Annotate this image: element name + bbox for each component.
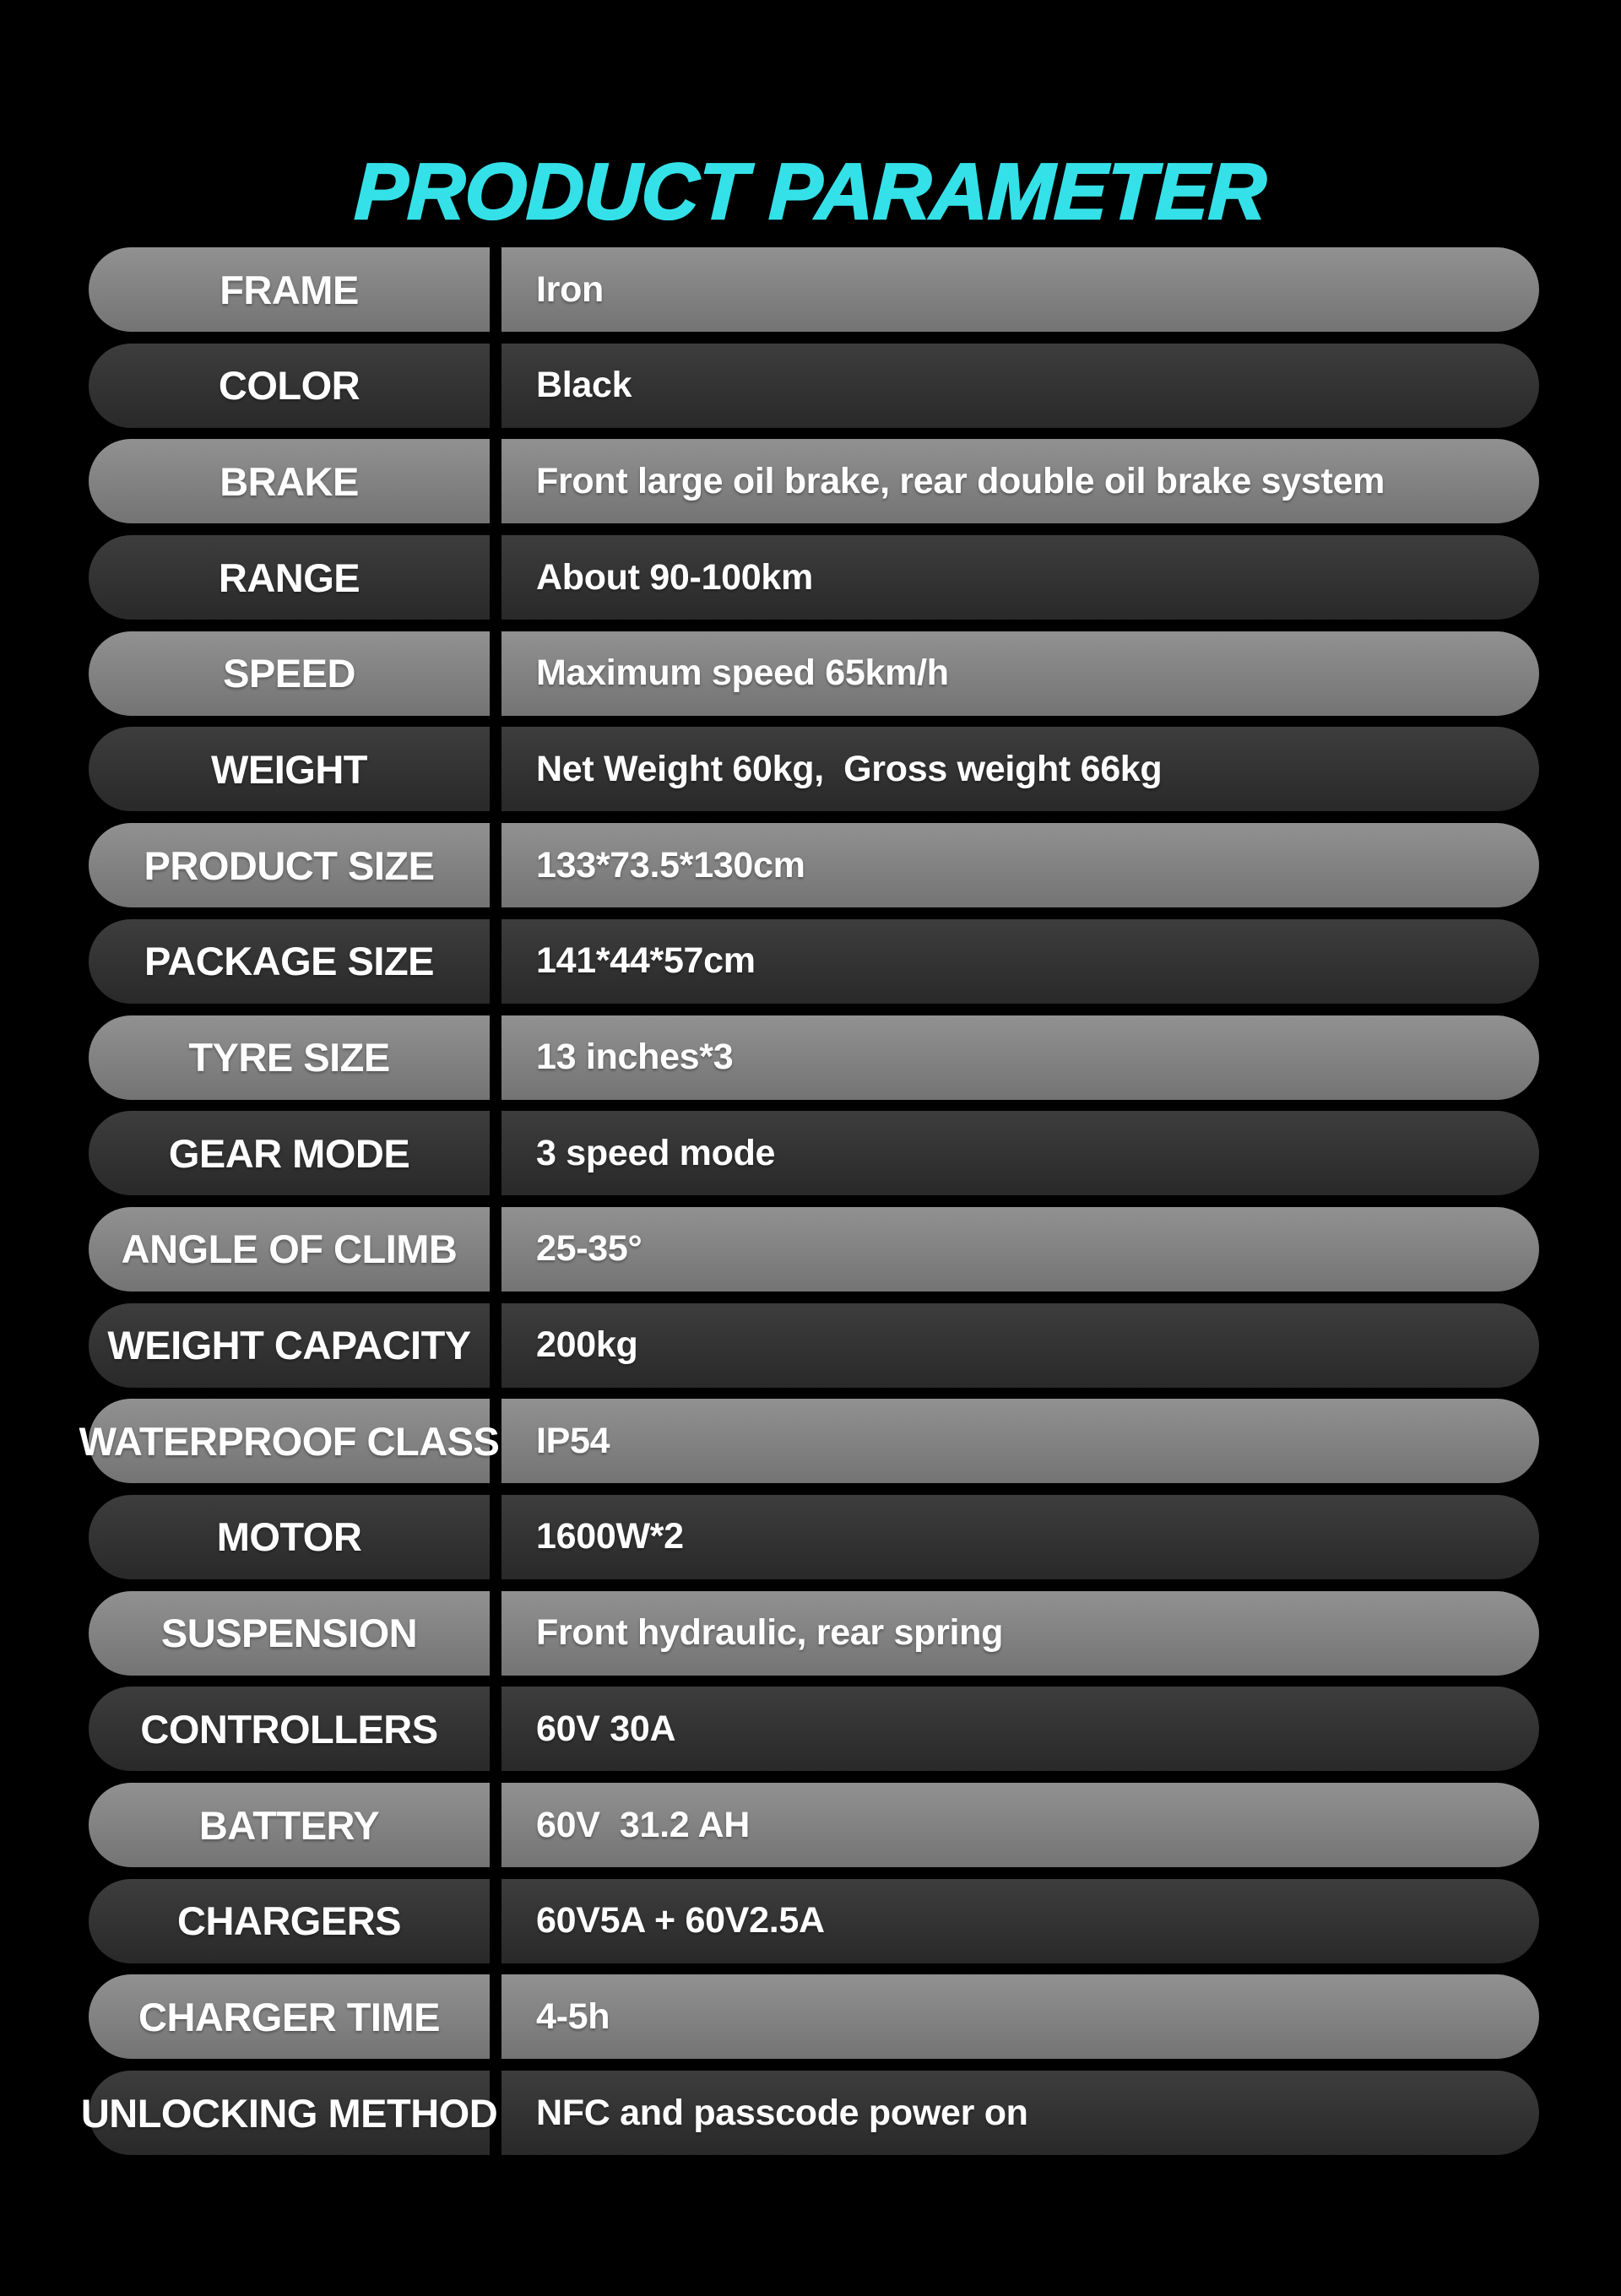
- row-value: Front hydraulic, rear spring: [536, 1612, 1004, 1654]
- spec-table: [79, 247, 1539, 2155]
- row-label: COLOR: [218, 363, 361, 409]
- row-label: ANGLE OF CLIMB: [121, 1227, 458, 1272]
- row-value-cell: [501, 1879, 1539, 1963]
- row-label: FRAME: [220, 267, 359, 312]
- row-value-cell: [501, 1111, 1539, 1195]
- row-label: WEIGHT CAPACITY: [107, 1323, 471, 1368]
- row-label-cell: [89, 1687, 490, 1771]
- table-row: [89, 1783, 1539, 1867]
- row-label: CONTROLLERS: [140, 1706, 438, 1752]
- page-title: PRODUCT PARAMETER: [353, 146, 1268, 236]
- table-row: [89, 727, 1539, 811]
- row-label-cell: [89, 535, 490, 620]
- row-value: About 90-100km: [536, 556, 813, 598]
- row-value: NFC and passcode power on: [536, 2092, 1028, 2133]
- row-value: 3 speed mode: [536, 1132, 776, 1173]
- row-value-cell: [501, 1015, 1539, 1100]
- table-row: [89, 919, 1539, 1004]
- row-label: TYRE SIZE: [188, 1035, 390, 1080]
- row-value-cell: [501, 1591, 1539, 1676]
- row-value: 141*44*57cm: [536, 940, 756, 982]
- row-value-cell: [501, 1783, 1539, 1867]
- table-row: [89, 631, 1539, 716]
- row-label-cell: [89, 439, 490, 523]
- row-value: IP54: [536, 1420, 610, 1461]
- row-value-cell: [501, 1207, 1539, 1292]
- row-value-cell: [501, 344, 1539, 428]
- row-value: 4-5h: [536, 1995, 610, 2037]
- table-row: [89, 1974, 1539, 2059]
- row-value: 60V 31.2 AH: [536, 1804, 750, 1845]
- row-value: 200kg: [536, 1324, 638, 1366]
- row-label: GEAR MODE: [168, 1130, 410, 1176]
- row-value-cell: [501, 919, 1539, 1004]
- row-value: 60V5A + 60V2.5A: [536, 1900, 825, 1941]
- row-label-cell: [89, 1591, 490, 1676]
- row-label-cell: [89, 1111, 490, 1195]
- row-label: BRAKE: [220, 458, 359, 504]
- table-row: [79, 1399, 1539, 1483]
- row-label: UNLOCKING METHOD: [80, 2090, 498, 2136]
- row-value-cell: [501, 439, 1539, 523]
- table-row: [89, 344, 1539, 428]
- row-label: WEIGHT: [211, 746, 367, 792]
- row-value-cell: [501, 1974, 1539, 2059]
- row-label-cell: [89, 1207, 490, 1292]
- row-value-cell: [501, 1687, 1539, 1771]
- table-row: [89, 1015, 1539, 1100]
- row-label-cell: [89, 1879, 490, 1963]
- table-row: [89, 1495, 1539, 1579]
- table-row: [89, 247, 1539, 332]
- row-value: 25-35°: [536, 1228, 642, 1270]
- row-value-cell: [501, 631, 1539, 716]
- row-label: PACKAGE SIZE: [144, 939, 435, 984]
- row-value: 13 inches*3: [536, 1037, 734, 1077]
- table-row: [89, 823, 1539, 907]
- row-label: CHARGER TIME: [138, 1994, 440, 2039]
- table-row: [89, 439, 1539, 523]
- row-value-cell: [501, 1399, 1539, 1483]
- row-label: BATTERY: [198, 1802, 380, 1848]
- row-value: Iron: [536, 268, 604, 310]
- table-row: [89, 1687, 1539, 1771]
- row-label-cell: [89, 631, 490, 716]
- row-label-cell: [89, 919, 490, 1004]
- row-label-cell: [89, 344, 490, 428]
- row-label-cell: [79, 1399, 500, 1483]
- row-value-cell: [501, 1495, 1539, 1579]
- row-value: 1600W*2: [536, 1516, 684, 1557]
- row-label-cell: [89, 727, 490, 811]
- row-label-cell: [89, 1783, 490, 1867]
- row-label-cell: [80, 2071, 498, 2155]
- row-value-cell: [501, 2071, 1539, 2155]
- row-label-cell: [89, 1303, 490, 1388]
- table-row: [89, 1111, 1539, 1195]
- row-value: 60V 30A: [536, 1708, 676, 1749]
- row-value: Maximum speed 65km/h: [536, 653, 949, 694]
- row-value: Front large oil brake, rear double oil brake system: [536, 460, 1385, 501]
- table-row: [89, 1303, 1539, 1388]
- row-value: 133*73.5*130cm: [536, 844, 805, 885]
- row-value-cell: [501, 535, 1539, 620]
- row-label: SUSPENSION: [160, 1611, 418, 1656]
- table-row: [89, 1591, 1539, 1676]
- row-value-cell: [501, 247, 1539, 332]
- row-value-cell: [501, 823, 1539, 907]
- row-label-cell: [89, 1495, 490, 1579]
- table-row: [89, 1879, 1539, 1963]
- row-value: Black: [536, 365, 632, 406]
- table-row: [89, 535, 1539, 620]
- table-row: [80, 2071, 1539, 2155]
- row-label-cell: [89, 247, 490, 332]
- row-label-cell: [89, 823, 490, 907]
- table-row: [89, 1207, 1539, 1292]
- row-label: MOTOR: [216, 1514, 362, 1560]
- row-label: PRODUCT SIZE: [144, 842, 435, 888]
- row-label: CHARGERS: [177, 1898, 401, 1944]
- row-label-cell: [89, 1974, 490, 2059]
- row-label: RANGE: [218, 555, 361, 600]
- row-value-cell: [501, 727, 1539, 811]
- row-value-cell: [501, 1303, 1539, 1388]
- row-label: SPEED: [223, 651, 355, 696]
- row-value: Net Weight 60kg, Gross weight 66kg: [536, 748, 1163, 789]
- row-label-cell: [89, 1015, 490, 1100]
- row-label: WATERPROOF CLASS: [79, 1418, 500, 1464]
